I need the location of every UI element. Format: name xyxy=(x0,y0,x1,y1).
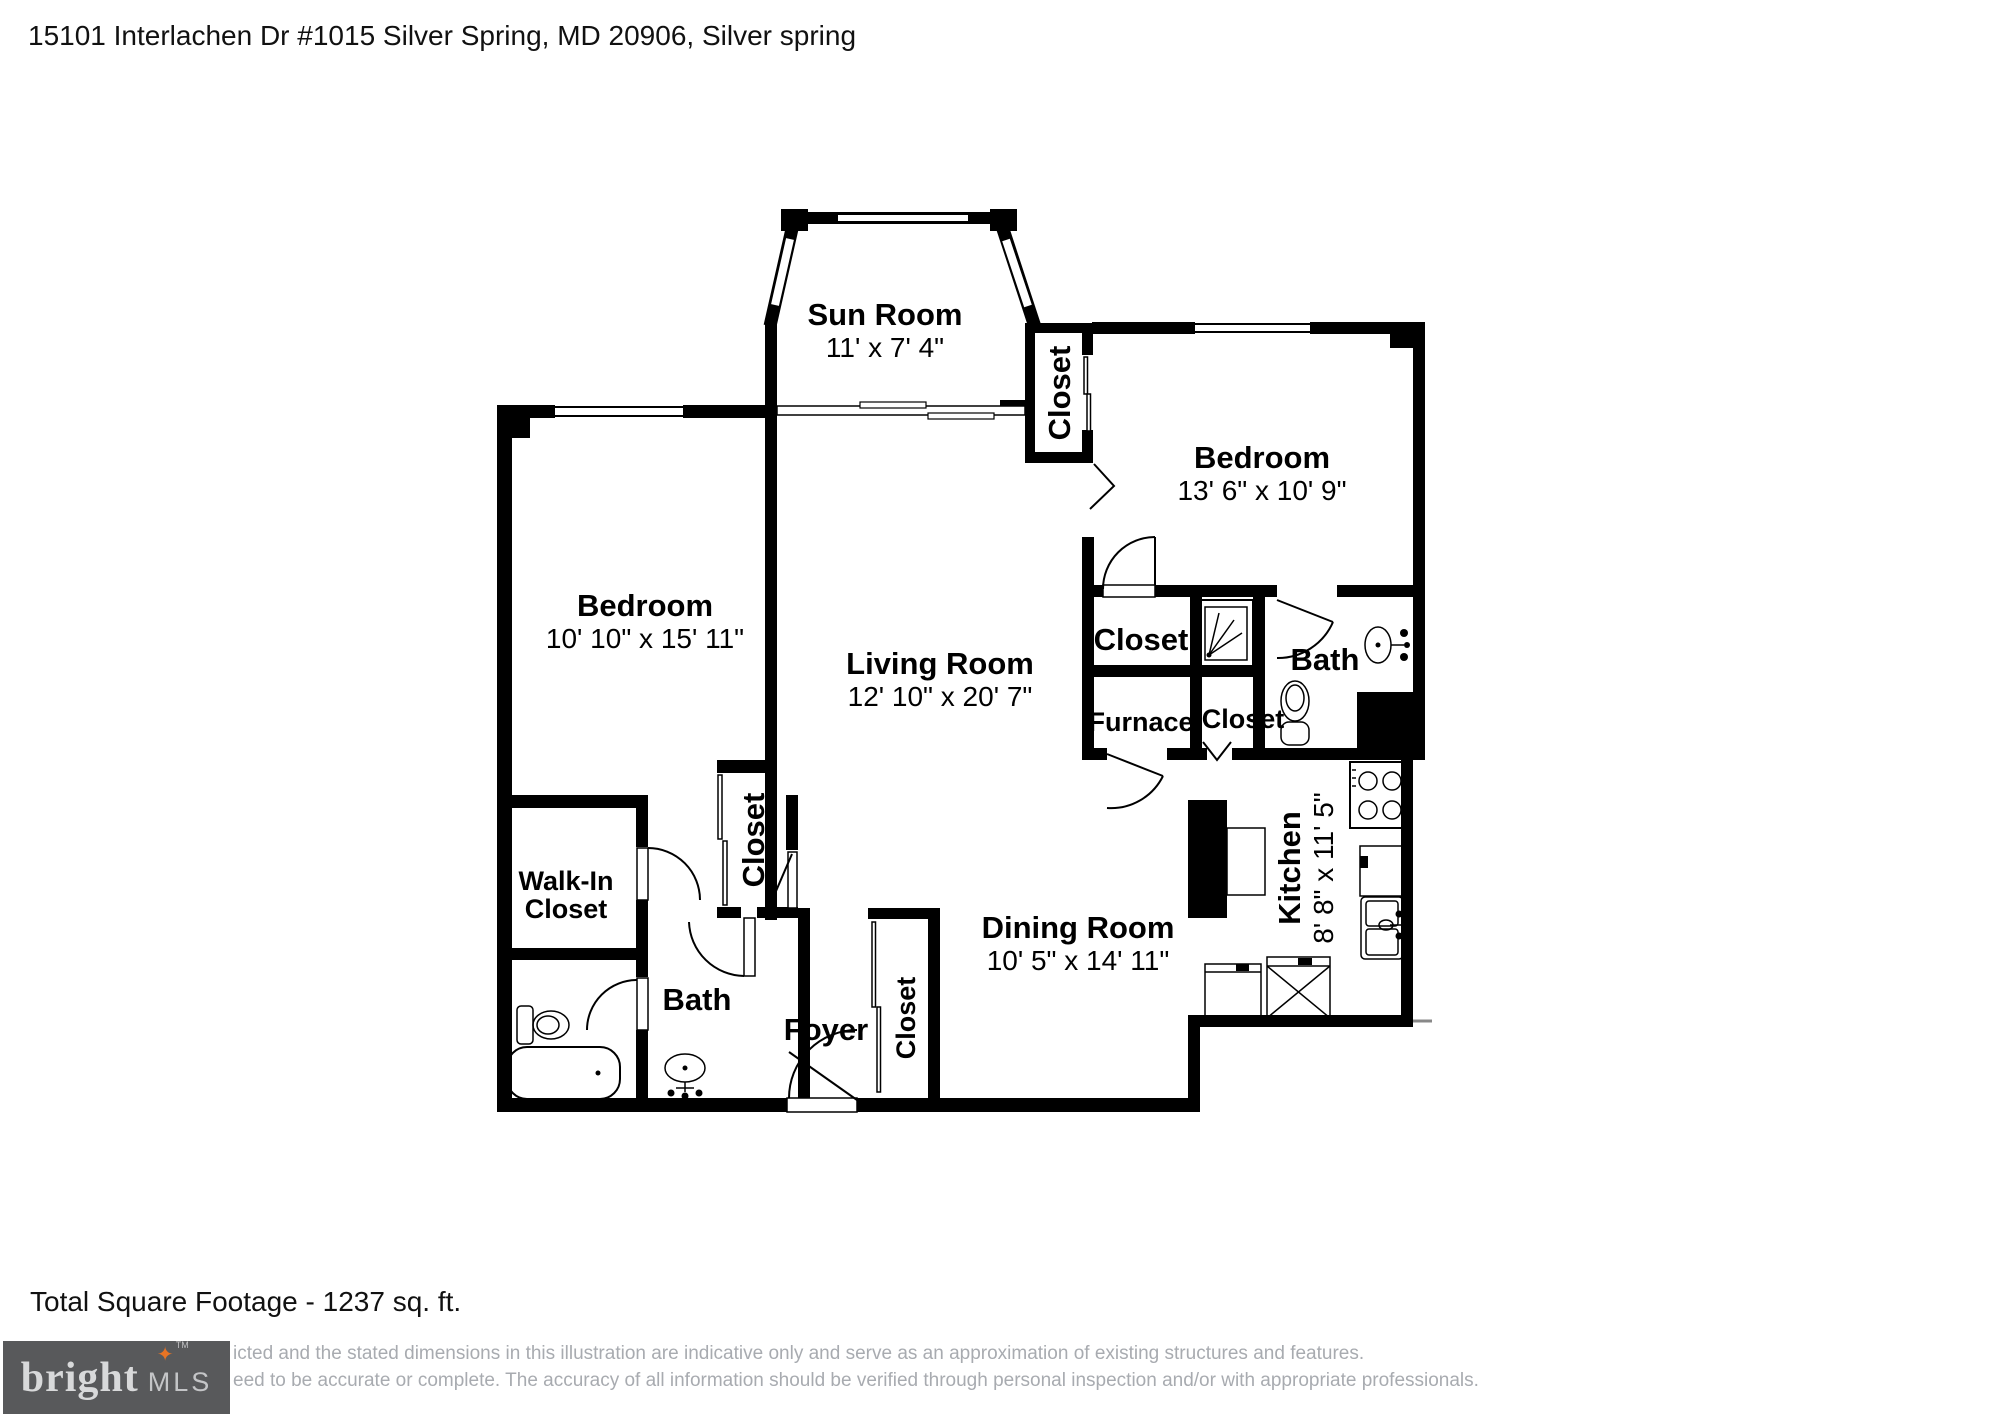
total-square-footage: Total Square Footage - 1237 sq. ft. xyxy=(30,1286,462,1317)
refrigerator-icon xyxy=(1205,964,1261,1018)
sink-icon xyxy=(1365,627,1410,663)
logo-mls-text: MLS xyxy=(147,1366,213,1397)
disclaimer-line-2: eed to be accurate or complete. The accuracy of all information should be verified through personal inspection and/or with appropriate professionals. xyxy=(233,1370,1479,1391)
bright-mls-logo xyxy=(3,1341,230,1414)
room-label-foyer: Foyer xyxy=(783,1012,869,1047)
room-label-sunroom-closet: Closet xyxy=(1042,345,1077,441)
bathtub-icon xyxy=(507,1047,620,1099)
room-label-walkin-line1: Walk-In xyxy=(518,866,614,896)
room-label-bedroom-closet: Closet xyxy=(736,792,771,888)
room-label-foyer-closet: Closet xyxy=(891,976,921,1060)
room-dims-bedroom-left: 10' 10" x 15' 11" xyxy=(545,623,745,654)
room-label-hall-closet: Closet xyxy=(1093,622,1189,657)
sparkle-icon: ✦ xyxy=(156,1341,174,1366)
room-dims-sun-room: 11' x 7' 4" xyxy=(825,332,945,363)
toilet-icon xyxy=(517,1006,569,1044)
room-label-bedroom-left: Bedroom xyxy=(576,588,714,623)
logo-tm-mark: TM xyxy=(175,1339,189,1350)
dishwasher-icon xyxy=(1267,957,1330,1018)
room-label-bath-right: Bath xyxy=(1290,642,1360,677)
page-title: 15101 Interlachen Dr #1015 Silver Spring, MD 20906, Silver spring xyxy=(28,20,857,51)
room-dims-dining-room: 10' 5" x 14' 11" xyxy=(986,945,1170,976)
room-label-furnace: Furnace xyxy=(1088,707,1194,737)
room-dims-kitchen: 8' 8" x 11' 5" xyxy=(1308,792,1339,944)
disclaimer-text xyxy=(233,1340,1479,1394)
room-label-walkin-line2: Closet xyxy=(524,894,608,924)
logo-bright-text: bright xyxy=(20,1354,139,1401)
pedestal-sink-icon xyxy=(665,1054,705,1100)
shower-icon xyxy=(1198,600,1253,667)
room-label-small-closet: Closet xyxy=(1201,704,1285,734)
room-label-kitchen: Kitchen xyxy=(1272,811,1307,925)
room-label-bedroom-right: Bedroom xyxy=(1193,440,1331,475)
room-label-living-room: Living Room xyxy=(846,646,1034,681)
stove-icon xyxy=(1350,762,1406,828)
room-dims-bedroom-right: 13' 6" x 10' 9" xyxy=(1177,475,1347,506)
kitchen-sink-icon xyxy=(1361,897,1403,959)
disclaimer-line-1: icted and the stated dimensions in this illustration are indicative only and serve as an approximation of existing structures and features. xyxy=(233,1343,1365,1364)
room-dims-living-room: 12' 10" x 20' 7" xyxy=(847,681,1033,712)
toilet-icon xyxy=(1281,681,1309,745)
room-label-bath-left: Bath xyxy=(662,982,732,1017)
room-label-sun-room: Sun Room xyxy=(807,297,963,332)
room-label-dining-room: Dining Room xyxy=(981,910,1175,945)
